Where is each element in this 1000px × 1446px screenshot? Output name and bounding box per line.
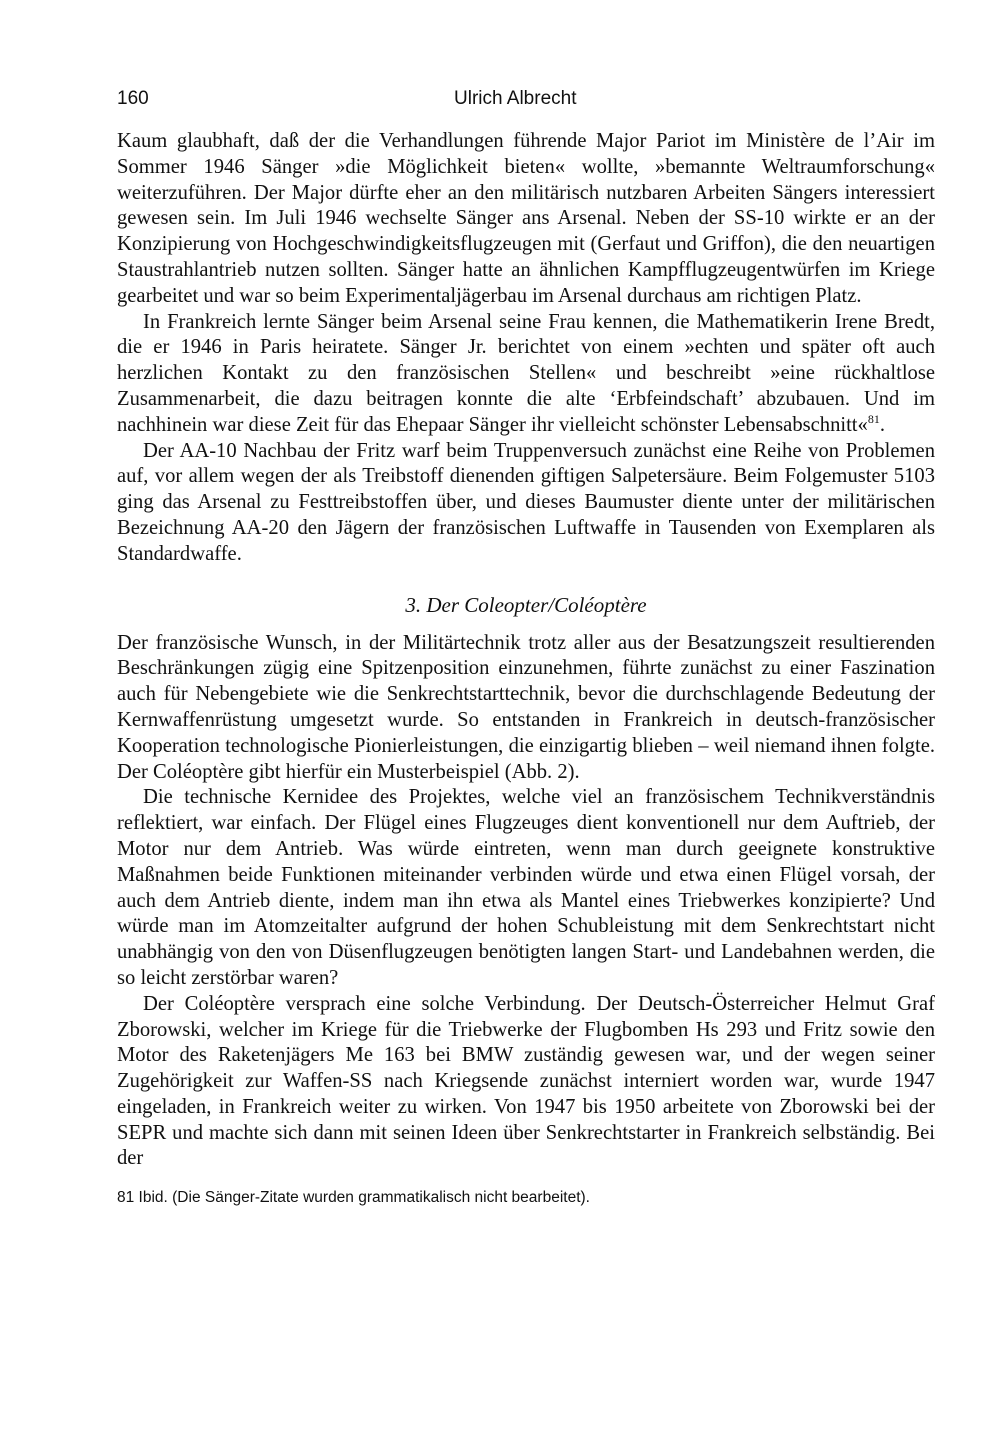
paragraph-3: Der AA-10 Nachbau der Fritz warf beim Truppenversuch zunächst eine Reihe von Problemen auf, vor allem wegen der als Treibstoff dienenden giftigen Salpetersäure. Beim Folgemuster 5103 ging das Arsenal zu Festtreibstoffen über, und dieses Baumuster diente unter der militärischen Bezeichnung AA-20 den Jägern der französischen Luftwaffe in Tausenden von Exemplaren als Standardwaffe. (117, 439, 935, 565)
paragraph-2 (117, 310, 935, 439)
footnote-reference: 81 (867, 411, 880, 426)
body-text (117, 129, 935, 1172)
running-title: Ulrich Albrecht (454, 88, 577, 109)
paragraph-2-end: . (879, 413, 885, 436)
page-number: 160 (117, 88, 149, 109)
paragraph-6: Der Coléoptère versprach eine solche Verbindung. Der Deutsch-Österreicher Helmut Graf Zborowski, welcher im Kriege für die Triebwerke der Flugbomben Hs 293 und Fritz sowie den Motor des Raketenjägers Me 163 bei BMW zuständig gewesen war, und der wegen seiner Zugehörigkeit zur Waffen-SS nach Kriegsende zunächst interniert worden war, wurde 1947 eingeladen, in Frankreich weiter zu wirken. Von 1947 bis 1950 arbeitete von Zborowski bei der SEPR und machte sich dann mit seinen Ideen über Senkrechtstarter in Frankreich selbständig. Bei der (117, 992, 935, 1170)
paragraph-1: Kaum glaubhaft, daß der die Verhandlungen führende Major Pariot im Ministère de l’Air im Sommer 1946 Sänger »die Möglichkeit bieten« wollte, »bemannte Weltraumforschung« weiterzuführen. Der Major dürfte eher an den militärisch nutzbaren Arbeiten Sängers interessiert gewesen sein. Im Juli 1946 wechselte Sänger ans Arsenal. Neben der SS-10 wirkte er an der Konzipierung von Hochgeschwindigkeitsflugzeugen mit (Gerfaut und Griffon), die den neuartigen Staustrahlantrieb nutzen sollten. Sänger hatte an ähnlichen Kampfflugzeugentwürfen im Kriege gearbeitet und war so beim Experimentaljägerbau im Arsenal durchaus am richtigen Platz. (117, 130, 935, 307)
footnote: 81 Ibid. (Die Sänger-Zitate wurden grammatikalisch nicht bearbeitet). (117, 1189, 590, 1207)
paragraph-5: Die technische Kernidee des Projektes, welche viel an französischem Technikverständnis reflektiert, war einfach. Der Flügel eines Flugzeuges dient konventionell nur dem Auftrieb, der Motor nur dem Antrieb. Was würde eintreten, wenn man durch geeignete konstruktive Maßnahmen beide Funktionen miteinander verbinden würde und etwa einen Flügel vorsah, der auch dem Antrieb diente, indem man ihn etwa als Mantel eines Triebwerkes konzipierte? Und würde man im Atomzeitalter aufgrund der hohen Schubleistung mit dem Senkrechtstart nicht unabhängig von den von Düsenflugzeugen benötigten langen Start- und Landebahnen werden, die so leicht zerstörbar waren? (117, 786, 935, 989)
running-head (117, 88, 935, 114)
book-page (117, 88, 935, 1208)
paragraph-4: Der französische Wunsch, in der Militärtechnik trotz aller aus der Besatzungszeit resultierenden Beschränkungen zügig eine Spitzenposition einzunehmen, führte zunächst zu einer Faszination auch für Nebengebiete wie die Senkrechtstarttechnik, bevor die durchschlagende Bedeutung der Kernwaffenrüstung umgesetzt wurde. So entstanden in Frankreich in deutsch-französischer Kooperation technologische Pionierleistungen, die einzigartig blieben – weil niemand ihnen folgte. Der Coléoptère gibt hierfür ein Musterbeispiel (Abb. 2). (117, 631, 935, 783)
section-heading: 3. Der Coleopter/Coléoptère (405, 592, 647, 617)
paragraph-2-text: In Frankreich lernte Sänger beim Arsenal seine Frau kennen, die Mathematikerin Irene Bredt, die er 1946 in Paris heiratete. Sänger Jr. berichtet von einem »echten und später oft auch herzlichen Kontakt zu den französischen Stellen« und beschreibt »eine rückhaltlose Zusammenarbeit, die dazu beitragen konnte die alte ‘Erbfeindschaft’ abzubauen. Und im nachhinein war diese Zeit für das Ehepaar Sänger ihr vielleicht schönster Lebensabschnitt« (117, 310, 935, 436)
